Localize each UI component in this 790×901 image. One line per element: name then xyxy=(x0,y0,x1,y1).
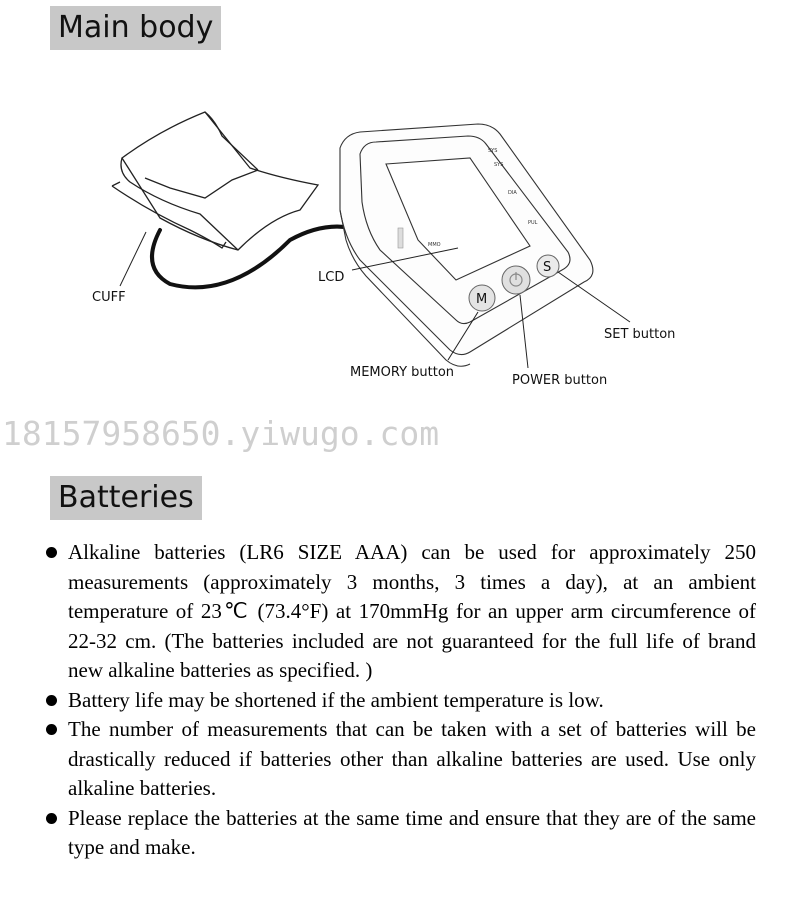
list-item xyxy=(44,538,756,686)
section-title-batteries: Batteries xyxy=(50,476,202,520)
list-item xyxy=(44,715,756,804)
bullet-icon xyxy=(46,695,57,706)
lcd-label: LCD xyxy=(318,270,345,285)
cuff-illustration xyxy=(112,112,318,250)
watermark-text: 18157958650.yiwugo.com xyxy=(2,414,440,453)
bullet-text: Alkaline batteries (LR6 SIZE AAA) can be used for approximately 250 measurements (approximately 3 months, 3 times a day), at an ambient temperature of 23℃ (73.4°F) at 170mmHg for an upper arm circumference of 22-32 cm. (The batteries included are not guaranteed for the full life of brand new alkaline batteries as specified. ) xyxy=(68,540,756,682)
power-button-label: POWER button xyxy=(512,373,608,388)
bullet-icon xyxy=(46,724,57,735)
m-button-mark: M xyxy=(476,292,488,307)
svg-text:SYS: SYS xyxy=(488,148,498,154)
s-button-mark: S xyxy=(543,260,552,275)
svg-text:PUL: PUL xyxy=(528,220,538,226)
list-item xyxy=(44,804,756,863)
svg-text:MMO: MMO xyxy=(428,242,441,248)
set-button-illustration xyxy=(537,255,559,277)
memory-button-label: MEMORY button xyxy=(350,365,455,380)
bullet-icon xyxy=(46,547,57,558)
device-diagram xyxy=(0,90,790,410)
section-title-main-body: Main body xyxy=(50,6,221,50)
set-button-label: SET button xyxy=(604,327,676,342)
svg-text:DIA: DIA xyxy=(508,190,517,196)
power-button-illustration xyxy=(502,266,530,294)
list-item xyxy=(44,686,756,716)
memory-button-illustration xyxy=(469,285,495,311)
svg-text:SYS: SYS xyxy=(494,162,504,168)
bullet-icon xyxy=(46,813,57,824)
bullet-text: The number of measurements that can be taken with a set of batteries will be drastically reduced if batteries other than alkaline batteries are used. Use only alkaline batteries. xyxy=(68,717,756,800)
cuff-label: CUFF xyxy=(92,290,126,305)
bullet-text: Please replace the batteries at the same time and ensure that they are of the same type and make. xyxy=(68,805,756,859)
battery-notes-list xyxy=(44,538,756,863)
bullet-text: Battery life may be shortened if the ambient temperature is low. xyxy=(68,687,604,712)
